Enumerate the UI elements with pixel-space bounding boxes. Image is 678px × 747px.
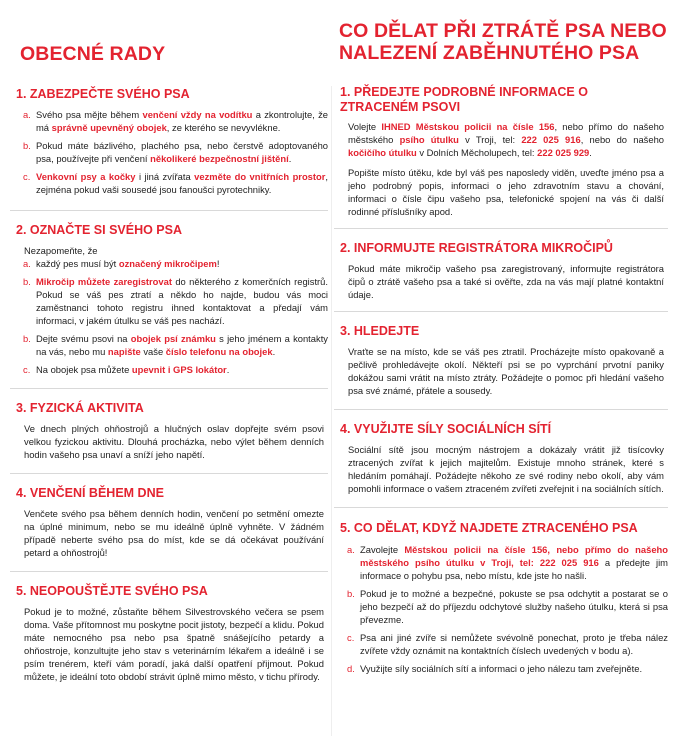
section-stay-with-dog [10, 572, 328, 683]
mark-dog-list [10, 257, 328, 376]
section-heading: 2. OZNAČTE SI SVÉHO PSA [16, 223, 183, 237]
list-item: b. Pokud je to možné a bezpečné, pokuste se psa odchytit a postarat se o jeho bezpečí až do příjezdu odchytové služby našeho útulku, která si psa převezme. [347, 588, 668, 625]
list-item: b. Pokud máte bázlivého, plachého psa, nebo čerstvě adoptovaného psa, používejte při venčení několikeré bezpečnostní jištění. [23, 140, 328, 164]
list-item: a. Svého psa mějte během venčení vždy na vodítku a zkontrolujte, že má správně upevněný obojek, ze kterého se nevyvlékne. [23, 109, 328, 133]
list-item: c. Venkovní psy a kočky i jiná zvířata vezměte do vnitřních prostor, zejména pokud vaši sousedé jsou fanoušci pyrotechniky. [23, 171, 328, 195]
section-heading: 1. PŘEDEJTE PODROBNÉ INFORMACE O ZTRACENÉM PSOVI [340, 85, 588, 114]
section-found-dog [334, 508, 668, 675]
section-heading: 5. CO DĚLAT, KDYŽ NAJDETE ZTRACENÉHO PSA [340, 521, 638, 535]
section-text: Sociální sítě jsou mocným nástrojem a dokázaly vrátit již tisícovky ztracených zvířat k jejich majitelům. Existuje mnoho stránek, které s hledáním pomáhají. Požádejte někoho ze své rodiny nebo okolí, aby vám pomohli informace o vašem ztraceném zvířeti zveřejnit i na sociálních sítích. [348, 444, 664, 494]
section-mark-dog [10, 211, 328, 389]
right-column [334, 0, 668, 680]
column-divider [331, 86, 332, 736]
left-title: OBECNÉ RADY [20, 43, 166, 65]
section-heading: 1. ZABEZPEČTE SVÉHO PSA [16, 87, 190, 101]
section-text: Pokud je to možné, zůstaňte během Silvestrovského večera se psem doma. Vaše přítomnost mu poskytne pocit jistoty, bezpečí a klidu. Pokud máte nemocného psa nebo psa špatně snášejícího petardy a ohňostroje, konzultujte jeho stav s veterinárním lékařem a ideálně i se psím trenérem, kteří vám poradí, jaká další opatření přijmout. Pokud můžete, je ideální toto období strávit úplně mimo město, v tichu přírody. [24, 606, 324, 682]
list-item: d. Využijte síly sociálních sítí a informaci o jeho nálezu tam zveřejněte. [347, 663, 643, 674]
section-heading: 4. VYUŽIJTE SÍLY SOCIÁLNÍCH SÍTÍ [340, 422, 552, 436]
section-text: Vraťte se na místo, kde se váš pes ztratil. Procházejte místo opakovaně a pečlivě prohledávejte okolí. Někteří psi se po vyprchání prvotní paniky dokážou sami vrátit na místo ztráty. Požádejte o pomoc při hledání vašeho psa své známé, přátele a sousedy. [348, 346, 664, 396]
section-heading: 3. FYZICKÁ AKTIVITA [16, 401, 144, 415]
section-physical-activity [10, 389, 328, 474]
section-heading: 2. INFORMUJTE REGISTRÁTORA MIKROČIPŮ [340, 241, 613, 255]
section-social-networks [334, 410, 668, 508]
list-item: a. Zavolejte Městskou policii na čísle 156, nebo přímo do našeho městského psího útulku v Troji, tel: 222 025 916 a předejte jim informace o pohybu psa, nebo místu, kde jste ho našli. [347, 544, 668, 581]
section-chip-registrar [334, 229, 668, 312]
section-heading: 5. NEOPOUŠTĚJTE SVÉHO PSA [16, 584, 208, 598]
section-heading: 3. HLEDEJTE [340, 324, 420, 338]
found-dog-list [334, 543, 668, 675]
mark-dog-intro: Nezapomeňte, že [24, 245, 98, 256]
list-item: b. Dejte svému psovi na obojek psí známku s jeho jménem a kontakty na vás, nebo mu napište vaše číslo telefonu na obojek. [23, 333, 328, 357]
list-item: c. Na obojek psa můžete upevnit i GPS lokátor. [23, 364, 230, 375]
list-item: b. Mikročip můžete zaregistrovat do některého z komerčních registrů. Pokud se váš pes ztratí a někdo ho najde, budou vás moci zaměstnanci tohoto registru ihned kontaktovat a předají vám informaci, v jakém útulku se váš pes nachází. [23, 276, 328, 326]
section-secure-dog [10, 87, 328, 211]
contact-paragraph: Volejte IHNED Městskou policii na čísle 156, nebo přímo do našeho městského psího útulku v Troji, tel: 222 025 916, nebo do našeho kočičího útulku v Dolních Měcholupech, tel: 222 025 929. [348, 121, 664, 158]
section-report-lost-dog [334, 85, 668, 229]
list-item: a. každý pes musí být označený mikročipem! [23, 258, 220, 269]
section-heading: 4. VENČENÍ BĚHEM DNE [16, 486, 164, 500]
right-title: CO DĚLAT PŘI ZTRÁTĚ PSA NEBO NALEZENÍ ZABĚHNUTÉHO PSA [339, 20, 667, 64]
left-column [10, 0, 328, 683]
section-search [334, 312, 668, 410]
list-item: c. Psa ani jiné zvíře si nemůžete svévolně ponechat, proto je třeba nález zvířete vždy oznámit na kontaktních číslech uvedených v bodu a). [347, 632, 668, 656]
section-daytime-walks [10, 474, 328, 572]
secure-dog-list [10, 108, 328, 196]
section-text: Venčete svého psa během denních hodin, venčení po setmění omezte na úplné minimum, nebo se mu ideálně úplně vyhněte. V žádném případě neberte svého psa do míst, kde se dá očekávat používání petard a ohňostrojů! [24, 508, 324, 558]
section-text: Popište místo útěku, kde byl váš pes naposledy viděn, uveďte jméno psa a jeho podrobný popis, informaci o jeho zdravotním stavu a chování, informaci o čísle čipu vašeho psa, telefonické spojení na vás či další rodinné příslušníky apod. [348, 167, 664, 217]
section-text: Pokud máte mikročip vašeho psa zaregistrovaný, informujte registrátora čipů o ztrátě vašeho psa a také si ověřte, zda na vás mají platné kontaktní údaje. [348, 263, 664, 300]
section-text: Ve dnech plných ohňostrojů a hlučných oslav dopřejte svém psovi velkou fyzickou aktivitu. Dlouhá procházka, nebo výlet během denních hodin vašeho psa unaví a sníží jeho napětí. [24, 423, 324, 460]
